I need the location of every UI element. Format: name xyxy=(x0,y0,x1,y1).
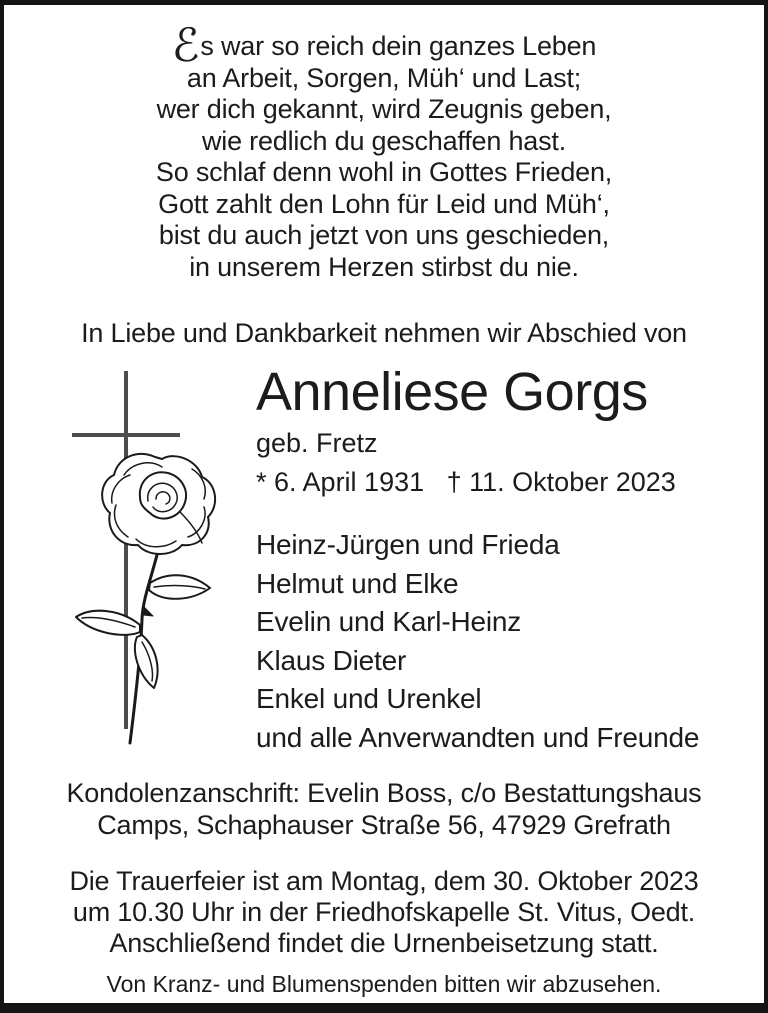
poem-line: in unserem Herzen stirbst du nie. xyxy=(189,251,579,282)
rose-icon xyxy=(76,454,215,743)
cross-rose-illustration xyxy=(40,357,240,747)
poem-line: an Arbeit, Sorgen, Müh‘ und Last; xyxy=(186,62,582,93)
deceased-name: Anneliese Gorgs xyxy=(256,362,648,422)
condolence-line: Kondolenzanschrift: Evelin Boss, c/o Bestattungshaus xyxy=(66,778,702,808)
funeral-details xyxy=(4,866,764,959)
flowers-note: Von Kranz- und Blumenspenden bitten wir abzusehen. xyxy=(106,971,662,997)
poem-line: So schlaf denn wohl in Gottes Frieden, xyxy=(155,157,613,187)
funeral-line: Anschließend findet die Urnenbeisetzung statt. xyxy=(109,928,659,958)
mourner-line: Helmut und Elke xyxy=(256,567,459,599)
maiden-name: geb. Fretz xyxy=(256,428,378,458)
mourner-line: Klaus Dieter xyxy=(256,644,407,676)
decorative-initial: ℰ xyxy=(171,18,200,72)
poem-line: Gott zahlt den Lohn für Leid und Müh‘, xyxy=(158,188,610,219)
poem-line xyxy=(4,18,764,72)
mourner-line: Enkel und Urenkel xyxy=(256,683,482,714)
condolence-line: Camps, Schaphauser Straße 56, 47929 Grefrath xyxy=(97,810,671,840)
funeral-line: um 10.30 Uhr in der Friedhofskapelle St. Vitus, Oedt. xyxy=(72,897,696,927)
deceased-info xyxy=(256,363,676,498)
mourners-list xyxy=(256,526,699,757)
poem-line: wie redlich du geschaffen hast. xyxy=(201,125,567,156)
poem-line: wer dich gekannt, wird Zeugnis geben, xyxy=(156,94,612,124)
poem-line: bist du auch jetzt von uns geschieden, xyxy=(158,220,610,250)
funeral-line: Die Trauerfeier ist am Montag, dem 30. Oktober 2023 xyxy=(69,866,699,896)
condolence-address xyxy=(4,777,764,841)
mourner-line: Evelin und Karl-Heinz xyxy=(256,606,522,637)
life-dates: * 6. April 1931 † 11. Oktober 2023 xyxy=(256,467,676,497)
mourner-line: Heinz-Jürgen und Frieda xyxy=(256,529,560,560)
memorial-poem xyxy=(4,18,764,283)
poem-line-text: s war so reich dein ganzes Leben xyxy=(200,31,597,61)
mourner-line: und alle Anverwandten und Freunde xyxy=(256,721,700,753)
farewell-intro: In Liebe und Dankbarkeit nehmen wir Abschied von xyxy=(81,318,687,348)
